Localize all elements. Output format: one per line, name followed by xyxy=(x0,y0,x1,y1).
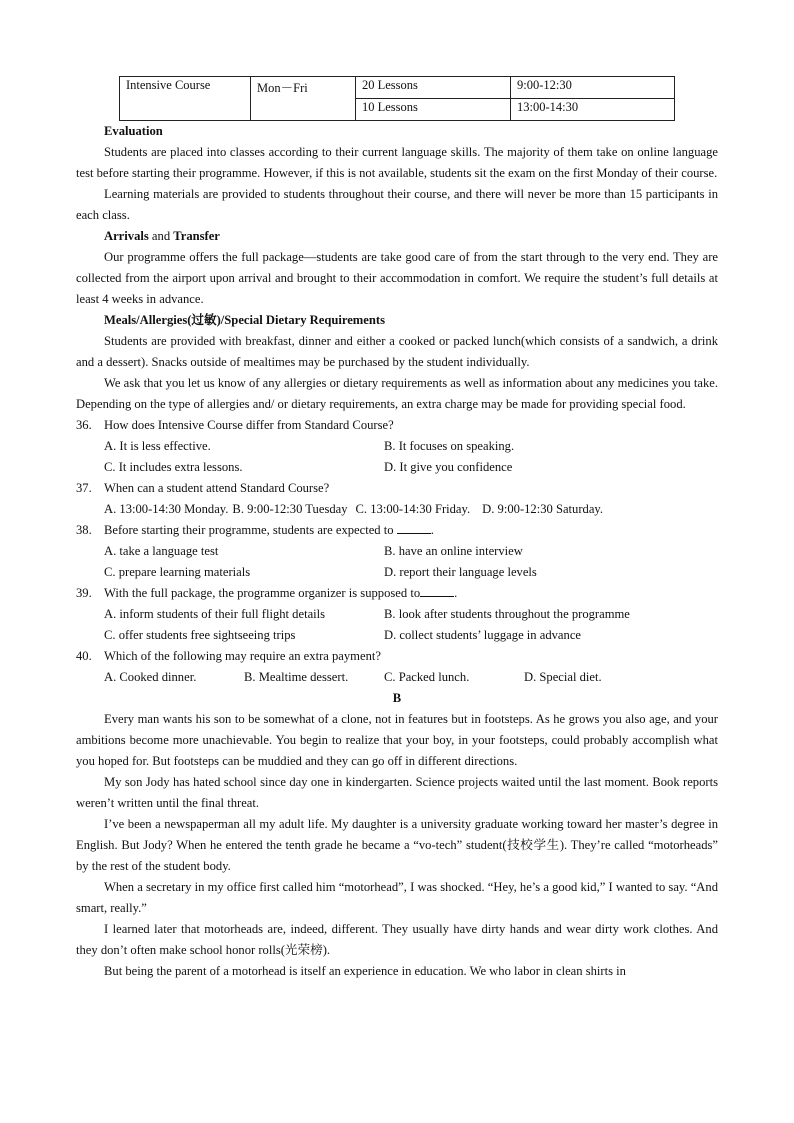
schedule-table xyxy=(119,76,675,121)
heading-part: Transfer xyxy=(173,229,220,243)
option-row xyxy=(104,562,718,583)
option: C. prepare learning materials xyxy=(104,565,251,579)
question xyxy=(76,520,718,541)
option: A. It is less effective. xyxy=(104,439,211,453)
option: B. It focuses on speaking. xyxy=(384,439,515,453)
option: A. Cooked dinner. xyxy=(104,670,197,684)
section-heading xyxy=(104,226,718,247)
lessons-cell: 20 Lessons xyxy=(356,77,511,99)
section-heading: Meals/Allergies(过敏)/Special Dietary Requirements xyxy=(104,313,385,327)
question xyxy=(76,415,718,436)
table-row xyxy=(120,77,675,99)
question-stem: When can a student attend Standard Course? xyxy=(104,481,330,495)
paragraph: I’ve been a newspaperman all my adult life. My daughter is a university graduate working toward her master’s degree in English. But Jody? When he entered the tenth grade he became a “vo-tech” student(技校学生). They’re called “motorheads” by the rest of the student body. xyxy=(76,817,718,873)
answer-blank xyxy=(397,520,431,534)
option: A. inform students of their full flight details xyxy=(104,607,326,621)
paragraph: Our programme offers the full package—students are take good care of from the start through to the very end. They are collected from the airport upon arrival and brought to their accommodation in comfort. We require the student’s full details at least 4 weeks in advance. xyxy=(76,250,718,306)
time-cell: 13:00-14:30 xyxy=(511,99,675,121)
section-heading: Evaluation xyxy=(104,124,163,138)
option: A. take a language test xyxy=(104,544,219,558)
option-row xyxy=(104,667,718,688)
question-stem: Which of the following may require an extra payment? xyxy=(104,649,381,663)
question-stem-text: With the full package, the programme organizer is supposed to xyxy=(104,586,421,600)
paragraph: Students are provided with breakfast, dinner and either a cooked or packed lunch(which consists of a sandwich, a drink and a dessert). Snacks outside of mealtimes may be purchased by the student individually. xyxy=(76,334,718,369)
paragraph: Every man wants his son to be somewhat of a clone, not in features but in footsteps. As he grows you also age, and your ambitions become more unachievable. You begin to realize that your boy, in your footsteps, could probably accomplish what you hoped for. But footsteps can be muddied and they can go off in different directions. xyxy=(76,712,718,768)
heading-part: Arrivals xyxy=(104,229,149,243)
option: D. collect students’ luggage in advance xyxy=(384,628,581,642)
question-stem-text: Before starting their programme, students are expected to xyxy=(104,523,394,537)
option: C. Packed lunch. xyxy=(384,670,470,684)
option: B. have an online interview xyxy=(384,544,523,558)
lessons-cell: 10 Lessons xyxy=(356,99,511,121)
course-cell: Intensive Course xyxy=(120,77,251,121)
option: D. report their language levels xyxy=(384,565,537,579)
question-stem: Before starting their programme, students are expected to . xyxy=(104,520,434,541)
section-title: B xyxy=(392,691,402,705)
paragraph: When a secretary in my office first called him “motorhead”, I was shocked. “Hey, he’s a good kid,” I wanted to say. “And smart, really.” xyxy=(76,880,718,915)
option-row xyxy=(104,625,718,646)
passage-content xyxy=(76,121,718,982)
paragraph: But being the parent of a motorhead is itself an experience in education. We who labor in clean shirts in xyxy=(104,964,626,978)
option: D. Special diet. xyxy=(524,670,602,684)
question-number: 39. xyxy=(76,586,92,600)
question xyxy=(76,583,718,604)
option: C. 13:00-14:30 Friday. xyxy=(355,502,471,516)
option: B. Mealtime dessert. xyxy=(244,670,349,684)
option: D. It give you confidence xyxy=(384,460,513,474)
paragraph: Learning materials are provided to students throughout their course, and there will never be more than 15 participants in each class. xyxy=(76,187,718,222)
option: C. It includes extra lessons. xyxy=(104,460,243,474)
paragraph: We ask that you let us know of any allergies or dietary requirements as well as information about any medicines you take. Depending on the type of allergies and/ or dietary requirements, an extra charge may be made for providing special food. xyxy=(76,376,718,411)
option: A. 13:00-14:30 Monday. xyxy=(104,502,229,516)
question xyxy=(76,646,718,667)
paragraph: I learned later that motorheads are, indeed, different. They usually have dirty hands and wear dirty work clothes. And they don’t often make school honor rolls(光荣榜). xyxy=(76,922,718,957)
answer-blank xyxy=(420,583,454,597)
option-row xyxy=(104,604,718,625)
days-cell: Mon－Fri xyxy=(251,77,356,121)
time-cell: 9:00-12:30 xyxy=(511,77,675,99)
option: C. offer students free sightseeing trips xyxy=(104,628,296,642)
question-number: 36. xyxy=(76,418,92,432)
paragraph: My son Jody has hated school since day one in kindergarten. Science projects waited until the last moment. Book reports weren’t written until the final threat. xyxy=(76,775,718,810)
option-row xyxy=(104,499,718,520)
question-stem: How does Intensive Course differ from Standard Course? xyxy=(104,418,394,432)
question-number: 38. xyxy=(76,523,92,537)
option: B. look after students throughout the programme xyxy=(384,607,630,621)
question xyxy=(76,478,718,499)
paragraph: Students are placed into classes according to their current language skills. The majority of them take on online language test before starting their programme. However, if this is not available, students sit the exam on the first Monday of their course. xyxy=(76,145,718,180)
question-number: 37. xyxy=(76,481,92,495)
option: D. 9:00-12:30 Saturday. xyxy=(482,502,604,516)
option: B. 9:00-12:30 Tuesday xyxy=(232,502,348,516)
option-row xyxy=(104,436,718,457)
question-number: 40. xyxy=(76,649,92,663)
question-stem: With the full package, the programme organizer is supposed to . xyxy=(104,583,457,604)
heading-part: and xyxy=(148,229,174,243)
option-row xyxy=(104,457,718,478)
option-row xyxy=(104,541,718,562)
